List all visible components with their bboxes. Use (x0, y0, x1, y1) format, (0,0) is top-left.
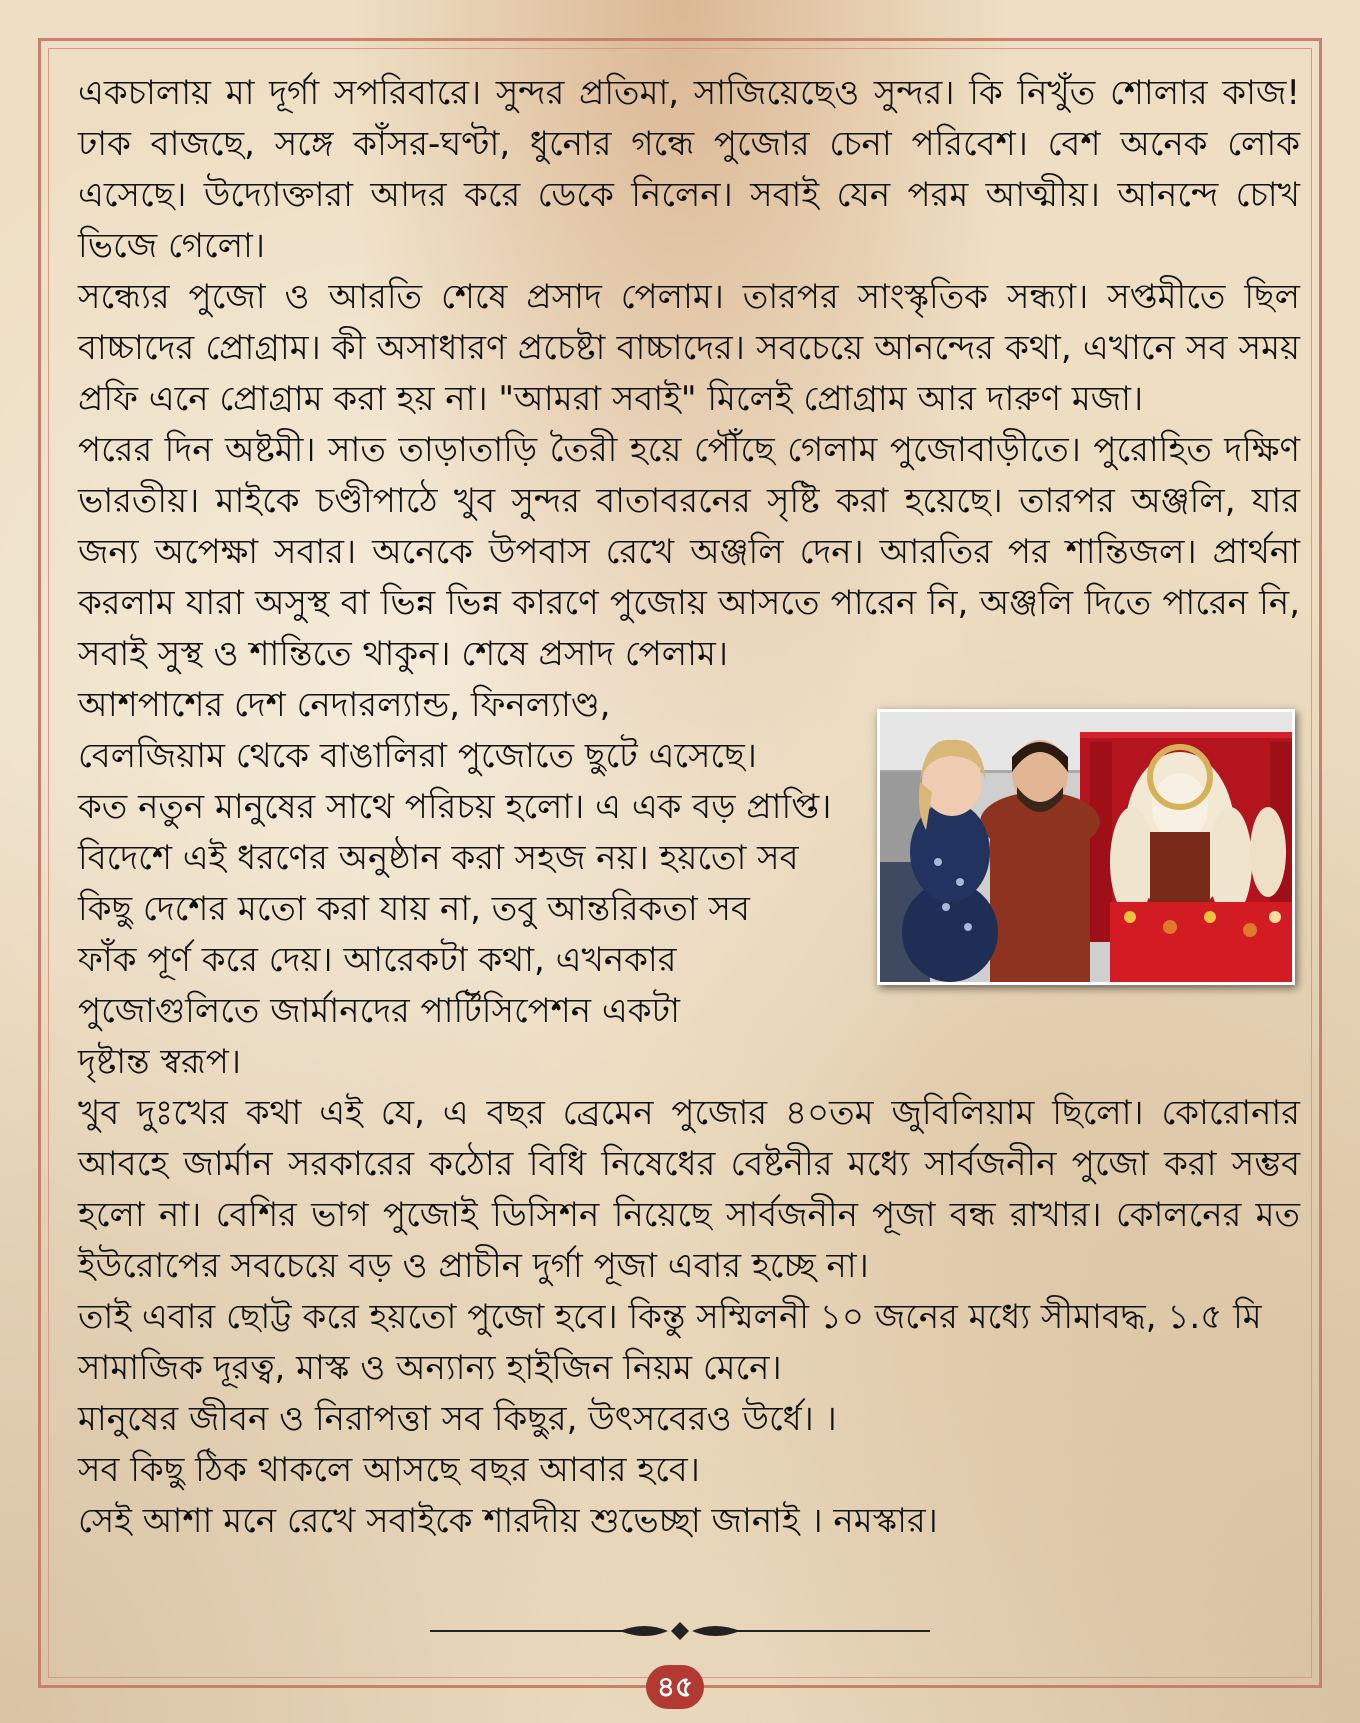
paragraph-6: তাই এবার ছোট্ট করে হয়তো পুজো হবে। কিন্তু সম্মিলনী ১০ জনের মধ্যে সীমাবদ্ধ, ১.৫ মি সামাজিক দূরত্ব, মাস্ক ও অন্যান্য হাইজিন নিয়ম মেনে। (78, 1297, 1262, 1388)
paragraph-5: খুব দুঃখের কথা এই যে, এ বছর ব্রেমেন পুজোর ৪০তম জুবিলিয়াম ছিলো। কোরোনার আবহে জার্মান সরকারের কঠোর বিধি নিষেধের বেষ্টনীর মধ্যে সার্বজনীন পুজো করা সম্ভব হলো না। বেশির ভাগ পুজোই ডিসিশন নিয়েছে সার্বজনীন পূজা বন্ধ রাখার। কোলনের মত ইউরোপের সবচেয়ে বড় ও প্রাচীন দুর্গা পূজা এবার হচ্ছে না। (78, 1093, 1300, 1286)
page-number-badge: ৪৫ (646, 1665, 704, 1709)
paragraph-1: একচালায় মা দূর্গা সপরিবারে। সুন্দর প্রতিমা, সাজিয়েছেও সুন্দর। কি নিখুঁত শোলার কাজ! ঢাক বাজছে, সঙ্গে কাঁসর-ঘণ্টা, ধুনোর গন্ধে পুজোর চেনা পরিবেশ। বেশ অনেক লোক এসেছে। উদ্যোক্তারা আদর করে ডেকে নিলেন। সবাই যেন পরম আত্মীয়। আনন্দে চোখ ভিজে গেলো। (78, 73, 1300, 266)
paragraph-8: সব কিছু ঠিক থাকলে আসছে বছর আবার হবে। (78, 1450, 700, 1490)
wrapped-line-8: দৃষ্টান্ত স্বরূপ। (78, 1042, 242, 1082)
ornament-divider-icon (430, 1616, 930, 1646)
paragraph-3: পরের দিন অষ্টমী। সাত তাড়াতাড়ি তৈরী হয়ে পৌঁছে গেলাম পুজোবাড়ীতে। পুরোহিত দক্ষিণ ভারতীয়। মাইকে চণ্ডীপাঠে খুব সুন্দর বাতাবরনের সৃষ্টি করা হয়েছে। তারপর অঞ্জলি, যার জন্য অপেক্ষা সবার। অনেকে উপবাস রেখে অঞ্জলি দেন। আরতির পর শান্তিজল। প্রার্থনা করলাম যারা অসুস্থ বা ভিন্ন ভিন্ন কারণে পুজোয় আসতে পারেন নি, অঞ্জলি দিতে পারেন নি, সবাই সুস্থ ও শান্তিতে থাকুন। শেষে প্রসাদ পেলাম। (78, 430, 1300, 674)
paragraph-9: সেই আশা মনে রেখে সবাইকে শারদীয় শুভেচ্ছা জানাই । নমস্কার। (78, 1501, 938, 1541)
wrapped-line-6: ফাঁক পূর্ণ করে দেয়। আরেকটা কথা, এখনকার (78, 940, 677, 980)
paragraph-7: মানুষের জীবন ও নিরাপত্তা সব কিছুর, উৎসবেরও উর্ধে। । (78, 1399, 837, 1439)
wrapped-line-7: পুজোগুলিতে জার্মানদের পার্টিসিপেশন একটা (78, 991, 680, 1031)
paragraph-2: সন্ধ্যের পুজো ও আরতি শেষে প্রসাদ পেলাম। তারপর সাংস্কৃতিক সন্ধ্যা। সপ্তমীতে ছিল বাচ্চাদের প্রোগ্রাম। কী অসাধারণ প্রচেষ্টা বাচ্চাদের। সবচেয়ে আনন্দের কথা, এখানে সব সময় প্রফি এনে প্রোগ্রাম করা হয় না। "আমরা সবাই" মিলেই প্রোগ্রাম আর দারুণ মজা। (78, 277, 1300, 419)
wrapped-line-1: আশপাশের দেশ নেদারল্যান্ড, ফিনল্যাণ্ড, (78, 685, 611, 725)
puja-photo (877, 709, 1295, 985)
wrapped-line-4: বিদেশে এই ধরণের অনুষ্ঠান করা সহজ নয়। হয়তো সব (78, 838, 799, 878)
wrapped-line-5: কিছু দেশের মতো করা যায় না, তবু আন্তরিকতা সব (78, 889, 750, 929)
wrapped-line-3: কত নতুন মানুষের সাথে পরিচয় হলো। এ এক বড় প্রাপ্তি। (78, 787, 832, 827)
wrapped-line-2: বেলজিয়াম থেকে বাঙালিরা পুজোতে ছুটে এসেছে। (78, 736, 757, 776)
